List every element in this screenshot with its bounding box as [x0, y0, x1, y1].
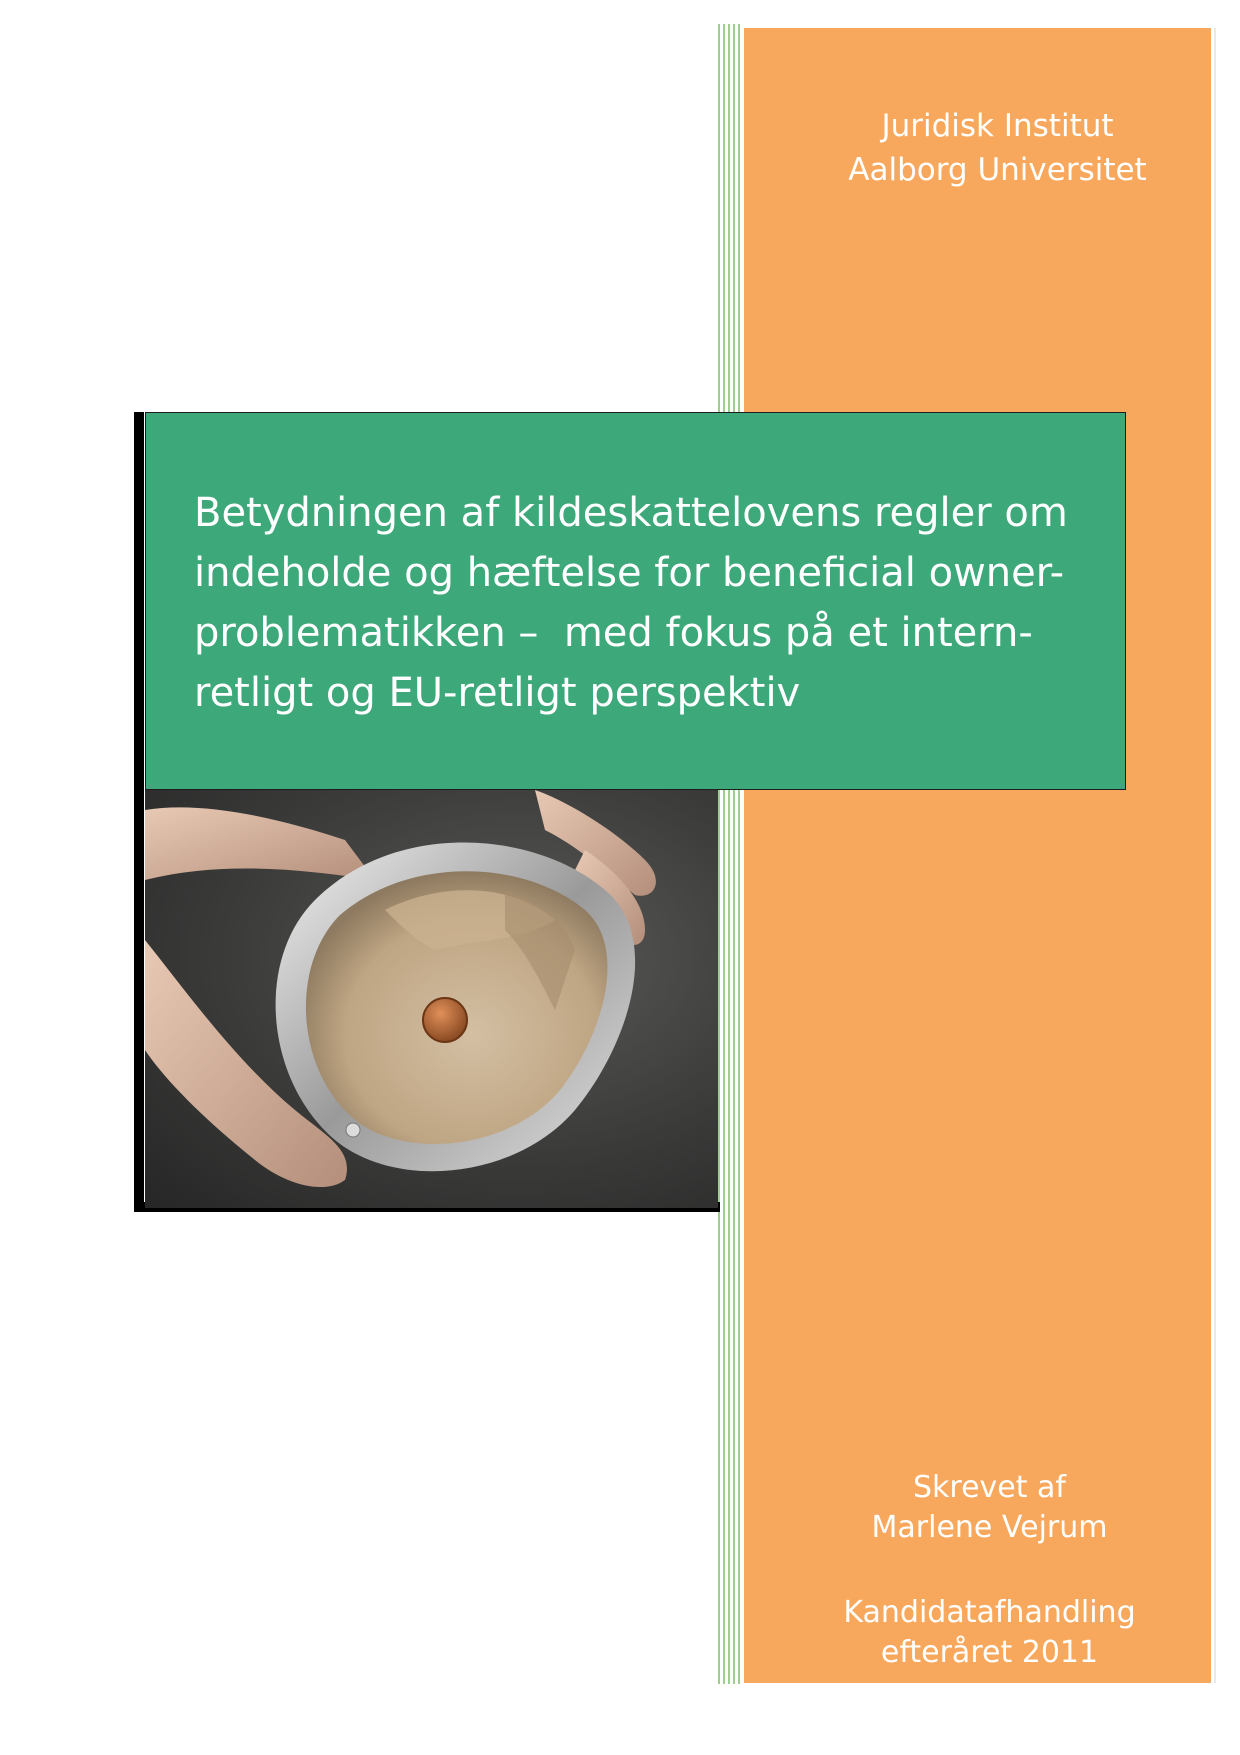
- written-by-label: Skrevet af: [912, 1470, 1066, 1505]
- thesis-title: [194, 483, 1094, 723]
- institute-name: Juridisk Institut: [881, 108, 1114, 144]
- university-name: Aalborg Universitet: [848, 152, 1147, 188]
- coin-purse-illustration: [145, 790, 718, 1208]
- author-name: Marlene Vejrum: [871, 1510, 1108, 1545]
- institute-block: [764, 104, 1231, 192]
- title-line: Betydningen af kildeskattelovens regler om: [194, 490, 1068, 536]
- cover-photo: [145, 790, 718, 1208]
- semester: efteråret 2011: [880, 1635, 1099, 1670]
- title-box: [145, 412, 1126, 790]
- thesis-type: Kandidatafhandling: [843, 1595, 1136, 1630]
- author-block: [756, 1468, 1223, 1548]
- title-box-shadow: [134, 412, 144, 1212]
- title-line: problematikken – med fokus på et intern-: [194, 610, 1033, 656]
- decorative-stripes: [718, 24, 742, 1684]
- title-line: indeholde og hæftelse for beneficial owner-: [194, 550, 1065, 596]
- title-line: retligt og EU-retligt perspektiv: [194, 670, 801, 716]
- thesis-info-block: [756, 1593, 1223, 1673]
- side-band: [744, 28, 1214, 1683]
